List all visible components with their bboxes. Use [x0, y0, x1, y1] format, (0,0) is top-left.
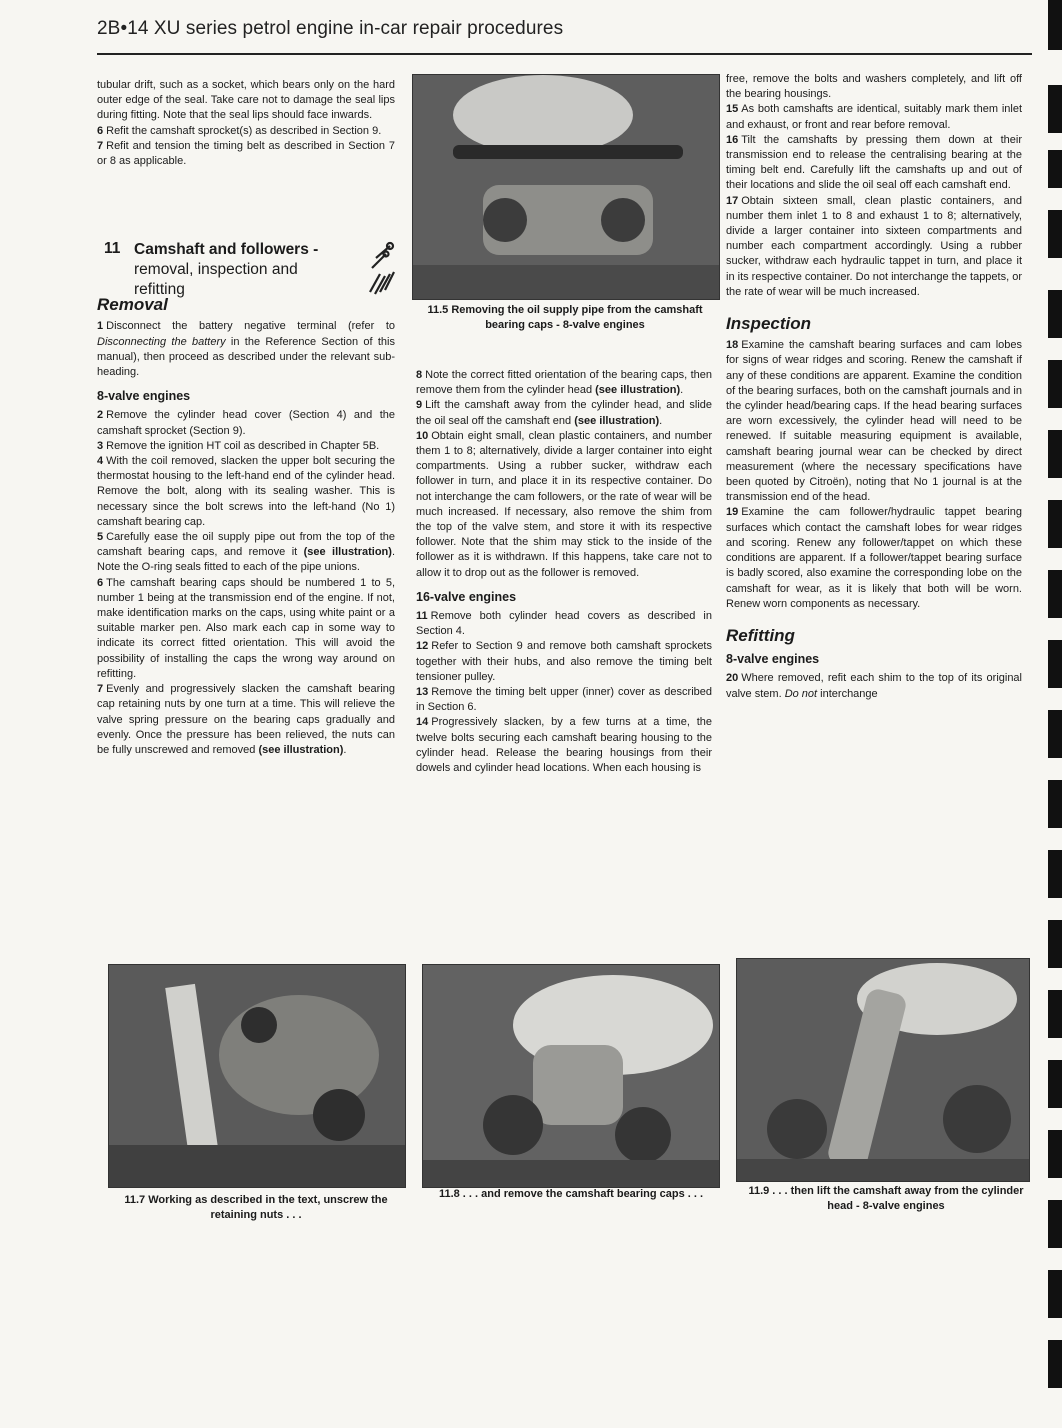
photo-oil-supply-pipe	[412, 74, 720, 300]
section-title-line-2: removal, inspection and	[134, 261, 298, 278]
step-text: Lift the camshaft away from the cylinder head, and slide the oil seal off the camshaft end	[416, 399, 712, 427]
step-6	[97, 576, 395, 682]
difficulty-spanner-icon	[366, 240, 396, 296]
step-text: Obtain eight small, clean plastic containers, and number them 1 to 8; alternatively, divide a larger container into eight compartments. Using a rubber sucker, withdraw each follower in turn, and place it in its respective container. Do not interchange the cam followers, or the rate of wear will be much increased. If necessary, also remove the shim from the top of the valve stem, and store it with its respective follower. Note that the shim may stick to the inside of the follower as it is withdrawn. If this happens, take care not to allow it to drop out as the follower is removed.	[416, 429, 712, 579]
step-number: 5	[97, 531, 104, 544]
illustration-ref: (see illustration)	[595, 384, 681, 397]
step-number: 1	[97, 320, 104, 333]
step-text: Disconnect the battery negative terminal (refer to	[106, 320, 395, 333]
step-text: .	[343, 743, 347, 756]
refitting-heading: Refitting	[726, 625, 795, 645]
step-number: 6	[97, 124, 104, 137]
step-13	[416, 685, 712, 715]
step-text: .	[680, 384, 684, 397]
paragraph-continued: free, remove the bolts and washers completely, and lift off the bearing housings.	[726, 73, 1022, 101]
step-number: 19	[726, 506, 739, 519]
step-number: 9	[416, 399, 423, 412]
step-number: 2	[97, 409, 104, 422]
photo-retaining-nuts	[108, 964, 406, 1188]
section-heading	[104, 238, 394, 304]
step-19	[726, 505, 1022, 611]
step-15	[726, 102, 1022, 132]
edge-tab	[1048, 500, 1062, 548]
step-text: Remove the cylinder head cover (Section 4) and the camshaft sprocket (Section 9).	[97, 409, 395, 437]
step-number: 6	[97, 576, 104, 589]
subheading-8-valve: 8-valve engines	[97, 389, 191, 404]
edge-tab	[1048, 640, 1062, 688]
illustration-ref: (see illustration)	[258, 743, 344, 756]
header-rule	[97, 53, 1032, 55]
step-number: 11	[416, 610, 428, 623]
step-1	[97, 319, 395, 380]
step-number: 17	[726, 194, 739, 207]
step-2	[97, 408, 395, 438]
step-text: .	[659, 414, 663, 427]
step-4	[97, 454, 395, 530]
step-text: The camshaft bearing caps should be numbered 1 to 5, number 1 being at the transmission end of the engine. If not, make identification marks on the caps, using white paint or a suitable marker pen. Also mark each cap in some way to indicate its correct fitted orientation. This will avoid the possibility of installing the caps the wrong way around on refitting.	[97, 576, 395, 680]
edge-tab	[1048, 290, 1062, 338]
step-17	[726, 194, 1022, 300]
step-text: Examine the camshaft bearing surfaces and cam lobes for signs of wear ridges and scoring. Renew the camshaft if any of these conditions are apparent. Examine the condition of the bearing surfaces, both on the camshaft journals and in the cylinder head/bearing caps. If the head bearing surfaces are worn excessively, the cylinder head will need to be renewed. If suitable measuring equipment is available, camshaft bearing journal wear can be checked by direct measurement (where the necessary specifications have been quoted by Citroën), noting that No 1 journal is at the transmission end of the head.	[726, 339, 1022, 504]
step-10	[416, 429, 712, 581]
step-text: With the coil removed, slacken the upper bolt securing the thermostat housing to the left-hand end of the cylinder head. Remove the bolt, along with its sealing washer. This is necessary since the bolt screws into the left-hand (No 1) camshaft bearing cap.	[97, 455, 395, 528]
edge-tab	[1048, 1130, 1062, 1178]
step-number: 4	[97, 455, 104, 468]
edge-tab	[1048, 570, 1062, 618]
step-number: 7	[97, 683, 104, 696]
section-number: 11	[104, 240, 121, 257]
step-text-emphasis: Do not	[784, 687, 818, 700]
step-number: 3	[97, 439, 104, 452]
photo-placeholder	[423, 965, 719, 1187]
step-text: Refit the camshaft sprocket(s) as described in Section 9.	[106, 124, 382, 137]
edge-tab	[1048, 210, 1062, 258]
step-number: 8	[416, 369, 423, 381]
step-text: Remove both cylinder head covers as described in Section 4.	[416, 610, 712, 638]
photo-camshaft-lift	[736, 958, 1030, 1182]
step-text: Refit and tension the timing belt as described in Section 7 or 8 as applicable.	[97, 139, 395, 168]
photo-placeholder	[737, 959, 1029, 1181]
step-text: Evenly and progressively slacken the camshaft bearing cap retaining nuts by one turn at a time. This will relieve the valve spring pressure on the bearing caps gradually and evenly. Once the pressure has been relieved, the nuts can be fully unscrewed and removed	[97, 683, 395, 756]
column-2	[416, 368, 712, 776]
edge-tab	[1048, 0, 1062, 50]
paragraph-7	[97, 139, 395, 169]
caption-11-7: 11.7 Working as described in the text, unscrew the retaining nuts . . .	[124, 1194, 388, 1221]
edge-tabs	[1044, 0, 1062, 1428]
step-number: 13	[416, 686, 429, 699]
step-3	[97, 439, 395, 454]
subheading-8-valve: 8-valve engines	[726, 652, 820, 667]
edge-tab	[1048, 920, 1062, 968]
removal-heading: Removal	[97, 295, 168, 315]
edge-tab	[1048, 1060, 1062, 1108]
step-text: Remove the ignition HT coil as described in Chapter 5B.	[106, 439, 380, 452]
step-7	[97, 682, 395, 758]
step-text: Progressively slacken, by a few turns at a time, the twelve bolts securing each camshaft bearing housing to the cylinder head. Release the bearing housings from their dowels and cylinder head locations. When each housing is	[416, 716, 712, 775]
section-title-line-3: refitting	[134, 281, 185, 298]
step-text: Note the correct fitted orientation of the bearing caps, then remove them from the cylinder head	[416, 369, 712, 397]
photo-placeholder	[413, 75, 719, 299]
step-text: Obtain sixteen small, clean plastic containers, and number them inlet 1 to 8 and exhaust 1 to 8; alternatively, divide a larger container into sixteen compartments and number each compartment accordingly. Using a rubber sucker, withdraw each hydraulic tappet in turn, and place it in its respective container. Do not interchange the tappets, or the rate of wear will be much increased.	[726, 194, 1022, 298]
edge-tab	[1048, 1340, 1062, 1388]
step-number: 7	[97, 139, 104, 152]
step-text: Where removed, refit each shim to the top of its original valve stem.	[726, 672, 1022, 700]
illustration-ref: (see illustration)	[303, 546, 392, 559]
step-text: . Note the O-ring seals fitted to each of the pipe unions.	[97, 546, 396, 574]
edge-tab	[1048, 360, 1062, 408]
photo-placeholder	[109, 965, 405, 1187]
step-text: Carefully ease the oil supply pipe out from the top of the camshaft bearing caps, and remove it	[97, 531, 395, 559]
step-18	[726, 338, 1022, 505]
edge-tab	[1048, 85, 1062, 133]
illustration-ref: (see illustration)	[574, 414, 660, 427]
edge-tab	[1048, 780, 1062, 828]
edge-tab	[1048, 1200, 1062, 1248]
column-1	[97, 78, 395, 758]
step-number: 15	[726, 103, 739, 116]
caption-11-8: 11.8 . . . and remove the camshaft bearing caps . . .	[438, 1188, 704, 1200]
section-title-line-1: Camshaft and followers -	[134, 241, 319, 258]
subheading-16-valve: 16-valve engines	[416, 589, 517, 604]
step-text: As both camshafts are identical, suitably mark them inlet and exhaust, or front and rear before removal.	[726, 103, 1022, 131]
step-8	[416, 368, 712, 398]
step-text: Tilt the camshafts by pressing them down at their transmission end to release the centralising bearing at the timing belt end. Carefully lift the camshafts up and out of their locations and slide the oil seal off each camshaft end.	[726, 133, 1022, 192]
step-number: 20	[726, 672, 739, 685]
paragraph-6	[97, 124, 395, 139]
step-text: Remove the timing belt upper (inner) cover as described in Section 6.	[416, 686, 712, 714]
step-12	[416, 639, 712, 685]
edge-tab	[1048, 430, 1062, 478]
column-3	[726, 72, 1022, 702]
edge-tab	[1048, 710, 1062, 758]
edge-tab	[1048, 990, 1062, 1038]
inspection-heading: Inspection	[726, 314, 812, 334]
step-number: 14	[416, 716, 429, 729]
page-header: 2B•14 XU series petrol engine in-car repair procedures	[97, 18, 564, 39]
edge-tab	[1048, 850, 1062, 898]
step-text: Examine the cam follower/hydraulic tappet bearing surfaces which contact the camshaft lobes for wear ridges and scoring. Renew any follower/tappet on which these conditions are apparent. If a follower/tappet bearing surface is badly scored, also examine the corresponding lobe on the camshaft for wear, as it is likely that both will be worn. Renew worn components as necessary.	[726, 506, 1022, 610]
step-number: 10	[416, 429, 429, 442]
step-16	[726, 133, 1022, 194]
caption-11-5: 11.5 Removing the oil supply pipe from the camshaft bearing caps - 8-valve engines	[427, 304, 703, 331]
photo-bearing-caps	[422, 964, 720, 1188]
step-text: interchange	[817, 687, 878, 700]
step-11	[416, 609, 712, 639]
edge-tab	[1048, 1270, 1062, 1318]
caption-11-9: 11.9 . . . then lift the camshaft away from the cylinder head - 8-valve engines	[748, 1185, 1024, 1212]
section-title	[134, 240, 364, 300]
step-text: Refer to Section 9 and remove both camshaft sprockets together with their hubs, and also remove the timing belt tensioner pulley.	[416, 640, 712, 683]
edge-tab	[1048, 150, 1062, 188]
step-text: in the Reference Section of this manual), then proceed as described under the relevant sub-heading.	[97, 335, 395, 379]
paragraph-intro: tubular drift, such as a socket, which bears only on the hard outer edge of the seal. Take care not to damage the seal lips during fitting. Note that the seal lips should face inwards.	[97, 79, 395, 122]
step-number: 16	[726, 133, 739, 146]
step-20	[726, 671, 1022, 701]
step-number: 12	[416, 640, 429, 653]
step-text-emphasis: Disconnecting the battery	[97, 335, 226, 348]
step-number: 18	[726, 339, 739, 352]
step-14	[416, 715, 712, 776]
step-5	[97, 530, 395, 576]
step-9	[416, 398, 712, 428]
